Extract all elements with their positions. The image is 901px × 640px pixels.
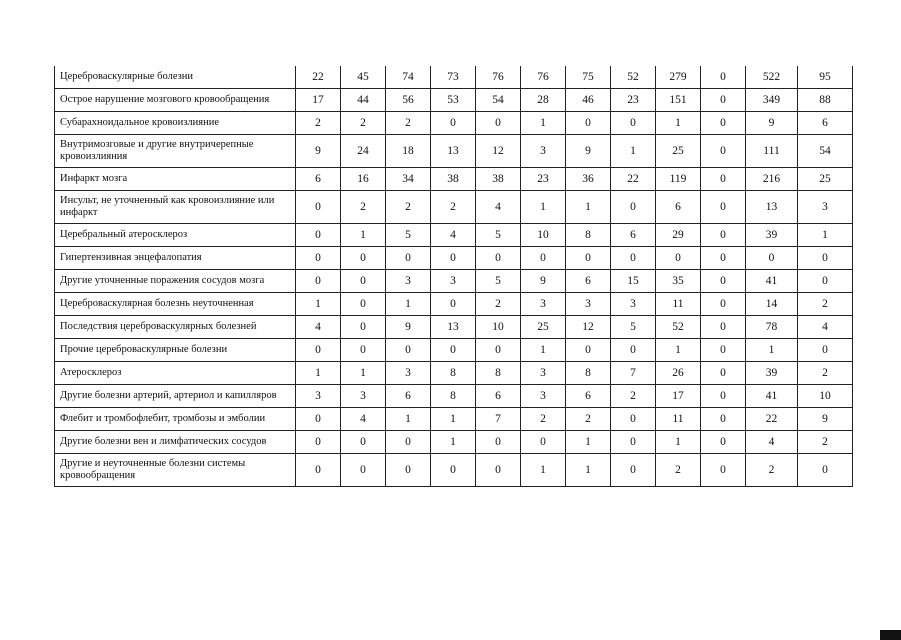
cell-value: 279 [656, 66, 701, 89]
cell-value: 0 [611, 112, 656, 135]
cell-value: 11 [656, 408, 701, 431]
cell-value: 8 [431, 385, 476, 408]
cell-value: 111 [746, 135, 798, 168]
cell-value: 41 [746, 270, 798, 293]
cell-value: 56 [386, 89, 431, 112]
table-row [55, 339, 853, 362]
cell-value: 45 [341, 66, 386, 89]
cell-value: 1 [296, 362, 341, 385]
cell-value: 16 [341, 168, 386, 191]
cell-value: 1 [386, 408, 431, 431]
cell-value: 0 [476, 339, 521, 362]
row-label: Гипертензивная энцефалопатия [55, 247, 296, 270]
cell-value: 10 [476, 316, 521, 339]
cell-value: 0 [656, 247, 701, 270]
row-label: Флебит и тромбофлебит, тромбозы и эмболии [55, 408, 296, 431]
cell-value: 0 [296, 247, 341, 270]
cell-value: 46 [566, 89, 611, 112]
cell-value: 0 [701, 112, 746, 135]
cell-value: 36 [566, 168, 611, 191]
row-label: Другие уточненные поражения сосудов мозга [55, 270, 296, 293]
cell-value: 151 [656, 89, 701, 112]
cell-value: 8 [566, 362, 611, 385]
table-row [55, 362, 853, 385]
cell-value: 1 [521, 339, 566, 362]
row-label: Острое нарушение мозгового кровообращения [55, 89, 296, 112]
cell-value: 1 [431, 431, 476, 454]
cell-value: 2 [798, 431, 853, 454]
cell-value: 52 [656, 316, 701, 339]
cell-value: 6 [611, 224, 656, 247]
cell-value: 522 [746, 66, 798, 89]
cell-value: 0 [611, 431, 656, 454]
cell-value: 0 [798, 247, 853, 270]
cell-value: 3 [611, 293, 656, 316]
table-row [55, 408, 853, 431]
cell-value: 1 [521, 191, 566, 224]
cell-value: 0 [701, 247, 746, 270]
cell-value: 28 [521, 89, 566, 112]
cell-value: 34 [386, 168, 431, 191]
cell-value: 0 [431, 339, 476, 362]
cell-value: 78 [746, 316, 798, 339]
cell-value: 2 [296, 112, 341, 135]
row-label: Инфаркт мозга [55, 168, 296, 191]
cell-value: 6 [798, 112, 853, 135]
cell-value: 0 [476, 431, 521, 454]
cell-value: 13 [431, 316, 476, 339]
cell-value: 1 [611, 135, 656, 168]
cell-value: 39 [746, 224, 798, 247]
cell-value: 0 [798, 454, 853, 487]
cell-value: 1 [566, 191, 611, 224]
cell-value: 76 [521, 66, 566, 89]
cell-value: 44 [341, 89, 386, 112]
table-row [55, 135, 853, 168]
cell-value: 23 [611, 89, 656, 112]
cell-value: 1 [296, 293, 341, 316]
cell-value: 9 [566, 135, 611, 168]
cell-value: 54 [476, 89, 521, 112]
cell-value: 0 [341, 247, 386, 270]
cell-value: 0 [611, 191, 656, 224]
cell-value: 9 [746, 112, 798, 135]
cell-value: 1 [656, 112, 701, 135]
row-label: Внутримозговые и другие внутричерепные кровоизлияния [55, 135, 296, 168]
cell-value: 0 [341, 454, 386, 487]
cell-value: 52 [611, 66, 656, 89]
cell-value: 2 [798, 362, 853, 385]
cell-value: 2 [341, 191, 386, 224]
cell-value: 11 [656, 293, 701, 316]
cell-value: 74 [386, 66, 431, 89]
cell-value: 1 [656, 339, 701, 362]
cell-value: 3 [341, 385, 386, 408]
table-body [55, 66, 853, 487]
cell-value: 0 [701, 454, 746, 487]
table-row [55, 454, 853, 487]
cell-value: 0 [746, 247, 798, 270]
cell-value: 7 [611, 362, 656, 385]
cell-value: 38 [476, 168, 521, 191]
cell-value: 22 [296, 66, 341, 89]
cell-value: 9 [798, 408, 853, 431]
scan-edge-mark [880, 630, 901, 640]
cell-value: 12 [566, 316, 611, 339]
cell-value: 17 [656, 385, 701, 408]
cell-value: 2 [386, 191, 431, 224]
cell-value: 3 [521, 293, 566, 316]
cell-value: 9 [386, 316, 431, 339]
cell-value: 2 [746, 454, 798, 487]
cell-value: 15 [611, 270, 656, 293]
cell-value: 6 [296, 168, 341, 191]
table-row [55, 89, 853, 112]
cell-value: 10 [798, 385, 853, 408]
cell-value: 0 [701, 293, 746, 316]
cell-value: 13 [746, 191, 798, 224]
cell-value: 76 [476, 66, 521, 89]
cell-value: 26 [656, 362, 701, 385]
cell-value: 0 [566, 247, 611, 270]
cell-value: 0 [386, 247, 431, 270]
cell-value: 0 [701, 224, 746, 247]
cell-value: 14 [746, 293, 798, 316]
cell-value: 2 [656, 454, 701, 487]
cell-value: 8 [431, 362, 476, 385]
statistics-table [54, 66, 853, 487]
cell-value: 1 [341, 224, 386, 247]
cell-value: 0 [701, 66, 746, 89]
row-label: Субарахноидальное кровоизлияние [55, 112, 296, 135]
cell-value: 25 [521, 316, 566, 339]
cell-value: 8 [476, 362, 521, 385]
row-label: Другие болезни артерий, артериол и капилляров [55, 385, 296, 408]
cell-value: 4 [798, 316, 853, 339]
row-label: Прочие цереброваскулярные болезни [55, 339, 296, 362]
cell-value: 3 [521, 362, 566, 385]
cell-value: 6 [476, 385, 521, 408]
cell-value: 0 [701, 362, 746, 385]
cell-value: 0 [701, 408, 746, 431]
table-row [55, 224, 853, 247]
cell-value: 2 [566, 408, 611, 431]
cell-value: 0 [611, 247, 656, 270]
table-row [55, 431, 853, 454]
cell-value: 88 [798, 89, 853, 112]
cell-value: 4 [476, 191, 521, 224]
cell-value: 0 [701, 339, 746, 362]
cell-value: 0 [566, 339, 611, 362]
cell-value: 25 [798, 168, 853, 191]
cell-value: 3 [386, 270, 431, 293]
cell-value: 0 [386, 454, 431, 487]
table-row [55, 112, 853, 135]
row-label: Другие болезни вен и лимфатических сосудов [55, 431, 296, 454]
cell-value: 17 [296, 89, 341, 112]
cell-value: 3 [386, 362, 431, 385]
cell-value: 29 [656, 224, 701, 247]
cell-value: 0 [386, 431, 431, 454]
cell-value: 0 [701, 316, 746, 339]
cell-value: 0 [521, 431, 566, 454]
cell-value: 4 [746, 431, 798, 454]
cell-value: 0 [798, 270, 853, 293]
cell-value: 41 [746, 385, 798, 408]
cell-value: 0 [701, 89, 746, 112]
cell-value: 1 [386, 293, 431, 316]
row-label: Последствия цереброваскулярных болезней [55, 316, 296, 339]
cell-value: 119 [656, 168, 701, 191]
cell-value: 0 [296, 431, 341, 454]
cell-value: 3 [566, 293, 611, 316]
cell-value: 8 [566, 224, 611, 247]
cell-value: 25 [656, 135, 701, 168]
cell-value: 1 [521, 454, 566, 487]
cell-value: 0 [521, 247, 566, 270]
table-row [55, 247, 853, 270]
row-label: Цереброваскулярная болезнь неуточненная [55, 293, 296, 316]
cell-value: 0 [701, 385, 746, 408]
cell-value: 13 [431, 135, 476, 168]
cell-value: 3 [521, 385, 566, 408]
cell-value: 9 [521, 270, 566, 293]
cell-value: 6 [386, 385, 431, 408]
cell-value: 2 [798, 293, 853, 316]
cell-value: 0 [341, 270, 386, 293]
cell-value: 5 [476, 224, 521, 247]
cell-value: 0 [296, 270, 341, 293]
cell-value: 0 [296, 339, 341, 362]
table-row [55, 293, 853, 316]
cell-value: 39 [746, 362, 798, 385]
cell-value: 0 [341, 431, 386, 454]
cell-value: 5 [386, 224, 431, 247]
cell-value: 0 [701, 191, 746, 224]
row-label: Церебральный атеросклероз [55, 224, 296, 247]
row-label: Атеросклероз [55, 362, 296, 385]
cell-value: 1 [566, 431, 611, 454]
cell-value: 35 [656, 270, 701, 293]
cell-value: 22 [611, 168, 656, 191]
cell-value: 0 [701, 168, 746, 191]
cell-value: 12 [476, 135, 521, 168]
table-row [55, 66, 853, 89]
cell-value: 0 [431, 247, 476, 270]
table-row [55, 191, 853, 224]
cell-value: 2 [521, 408, 566, 431]
cell-value: 0 [296, 454, 341, 487]
cell-value: 0 [296, 191, 341, 224]
cell-value: 6 [566, 385, 611, 408]
cell-value: 38 [431, 168, 476, 191]
cell-value: 3 [431, 270, 476, 293]
cell-value: 0 [611, 408, 656, 431]
cell-value: 1 [746, 339, 798, 362]
cell-value: 54 [798, 135, 853, 168]
cell-value: 0 [611, 454, 656, 487]
cell-value: 73 [431, 66, 476, 89]
cell-value: 5 [476, 270, 521, 293]
cell-value: 2 [431, 191, 476, 224]
cell-value: 0 [701, 135, 746, 168]
cell-value: 5 [611, 316, 656, 339]
table-row [55, 168, 853, 191]
table-row [55, 316, 853, 339]
cell-value: 0 [341, 293, 386, 316]
cell-value: 75 [566, 66, 611, 89]
cell-value: 9 [296, 135, 341, 168]
cell-value: 3 [798, 191, 853, 224]
cell-value: 24 [341, 135, 386, 168]
cell-value: 0 [566, 112, 611, 135]
cell-value: 2 [386, 112, 431, 135]
cell-value: 7 [476, 408, 521, 431]
cell-value: 2 [341, 112, 386, 135]
cell-value: 18 [386, 135, 431, 168]
cell-value: 0 [341, 339, 386, 362]
cell-value: 2 [611, 385, 656, 408]
cell-value: 6 [656, 191, 701, 224]
cell-value: 0 [476, 112, 521, 135]
cell-value: 53 [431, 89, 476, 112]
table-row [55, 385, 853, 408]
cell-value: 0 [476, 247, 521, 270]
cell-value: 2 [476, 293, 521, 316]
cell-value: 0 [341, 316, 386, 339]
cell-value: 0 [296, 408, 341, 431]
cell-value: 0 [701, 431, 746, 454]
cell-value: 1 [341, 362, 386, 385]
cell-value: 1 [566, 454, 611, 487]
cell-value: 0 [798, 339, 853, 362]
cell-value: 95 [798, 66, 853, 89]
cell-value: 6 [566, 270, 611, 293]
cell-value: 0 [431, 293, 476, 316]
cell-value: 4 [296, 316, 341, 339]
cell-value: 10 [521, 224, 566, 247]
cell-value: 23 [521, 168, 566, 191]
cell-value: 4 [341, 408, 386, 431]
cell-value: 4 [431, 224, 476, 247]
cell-value: 0 [476, 454, 521, 487]
row-label: Цереброваскулярные болезни [55, 66, 296, 89]
cell-value: 22 [746, 408, 798, 431]
cell-value: 3 [521, 135, 566, 168]
cell-value: 1 [431, 408, 476, 431]
row-label: Инсульт, не уточненный как кровоизлияние или инфаркт [55, 191, 296, 224]
cell-value: 3 [296, 385, 341, 408]
cell-value: 0 [431, 454, 476, 487]
cell-value: 0 [701, 270, 746, 293]
cell-value: 349 [746, 89, 798, 112]
row-label: Другие и неуточненные болезни системы кровообращения [55, 454, 296, 487]
cell-value: 0 [611, 339, 656, 362]
cell-value: 1 [798, 224, 853, 247]
cell-value: 1 [521, 112, 566, 135]
cell-value: 0 [386, 339, 431, 362]
cell-value: 1 [656, 431, 701, 454]
table-row [55, 270, 853, 293]
cell-value: 216 [746, 168, 798, 191]
cell-value: 0 [431, 112, 476, 135]
cell-value: 0 [296, 224, 341, 247]
